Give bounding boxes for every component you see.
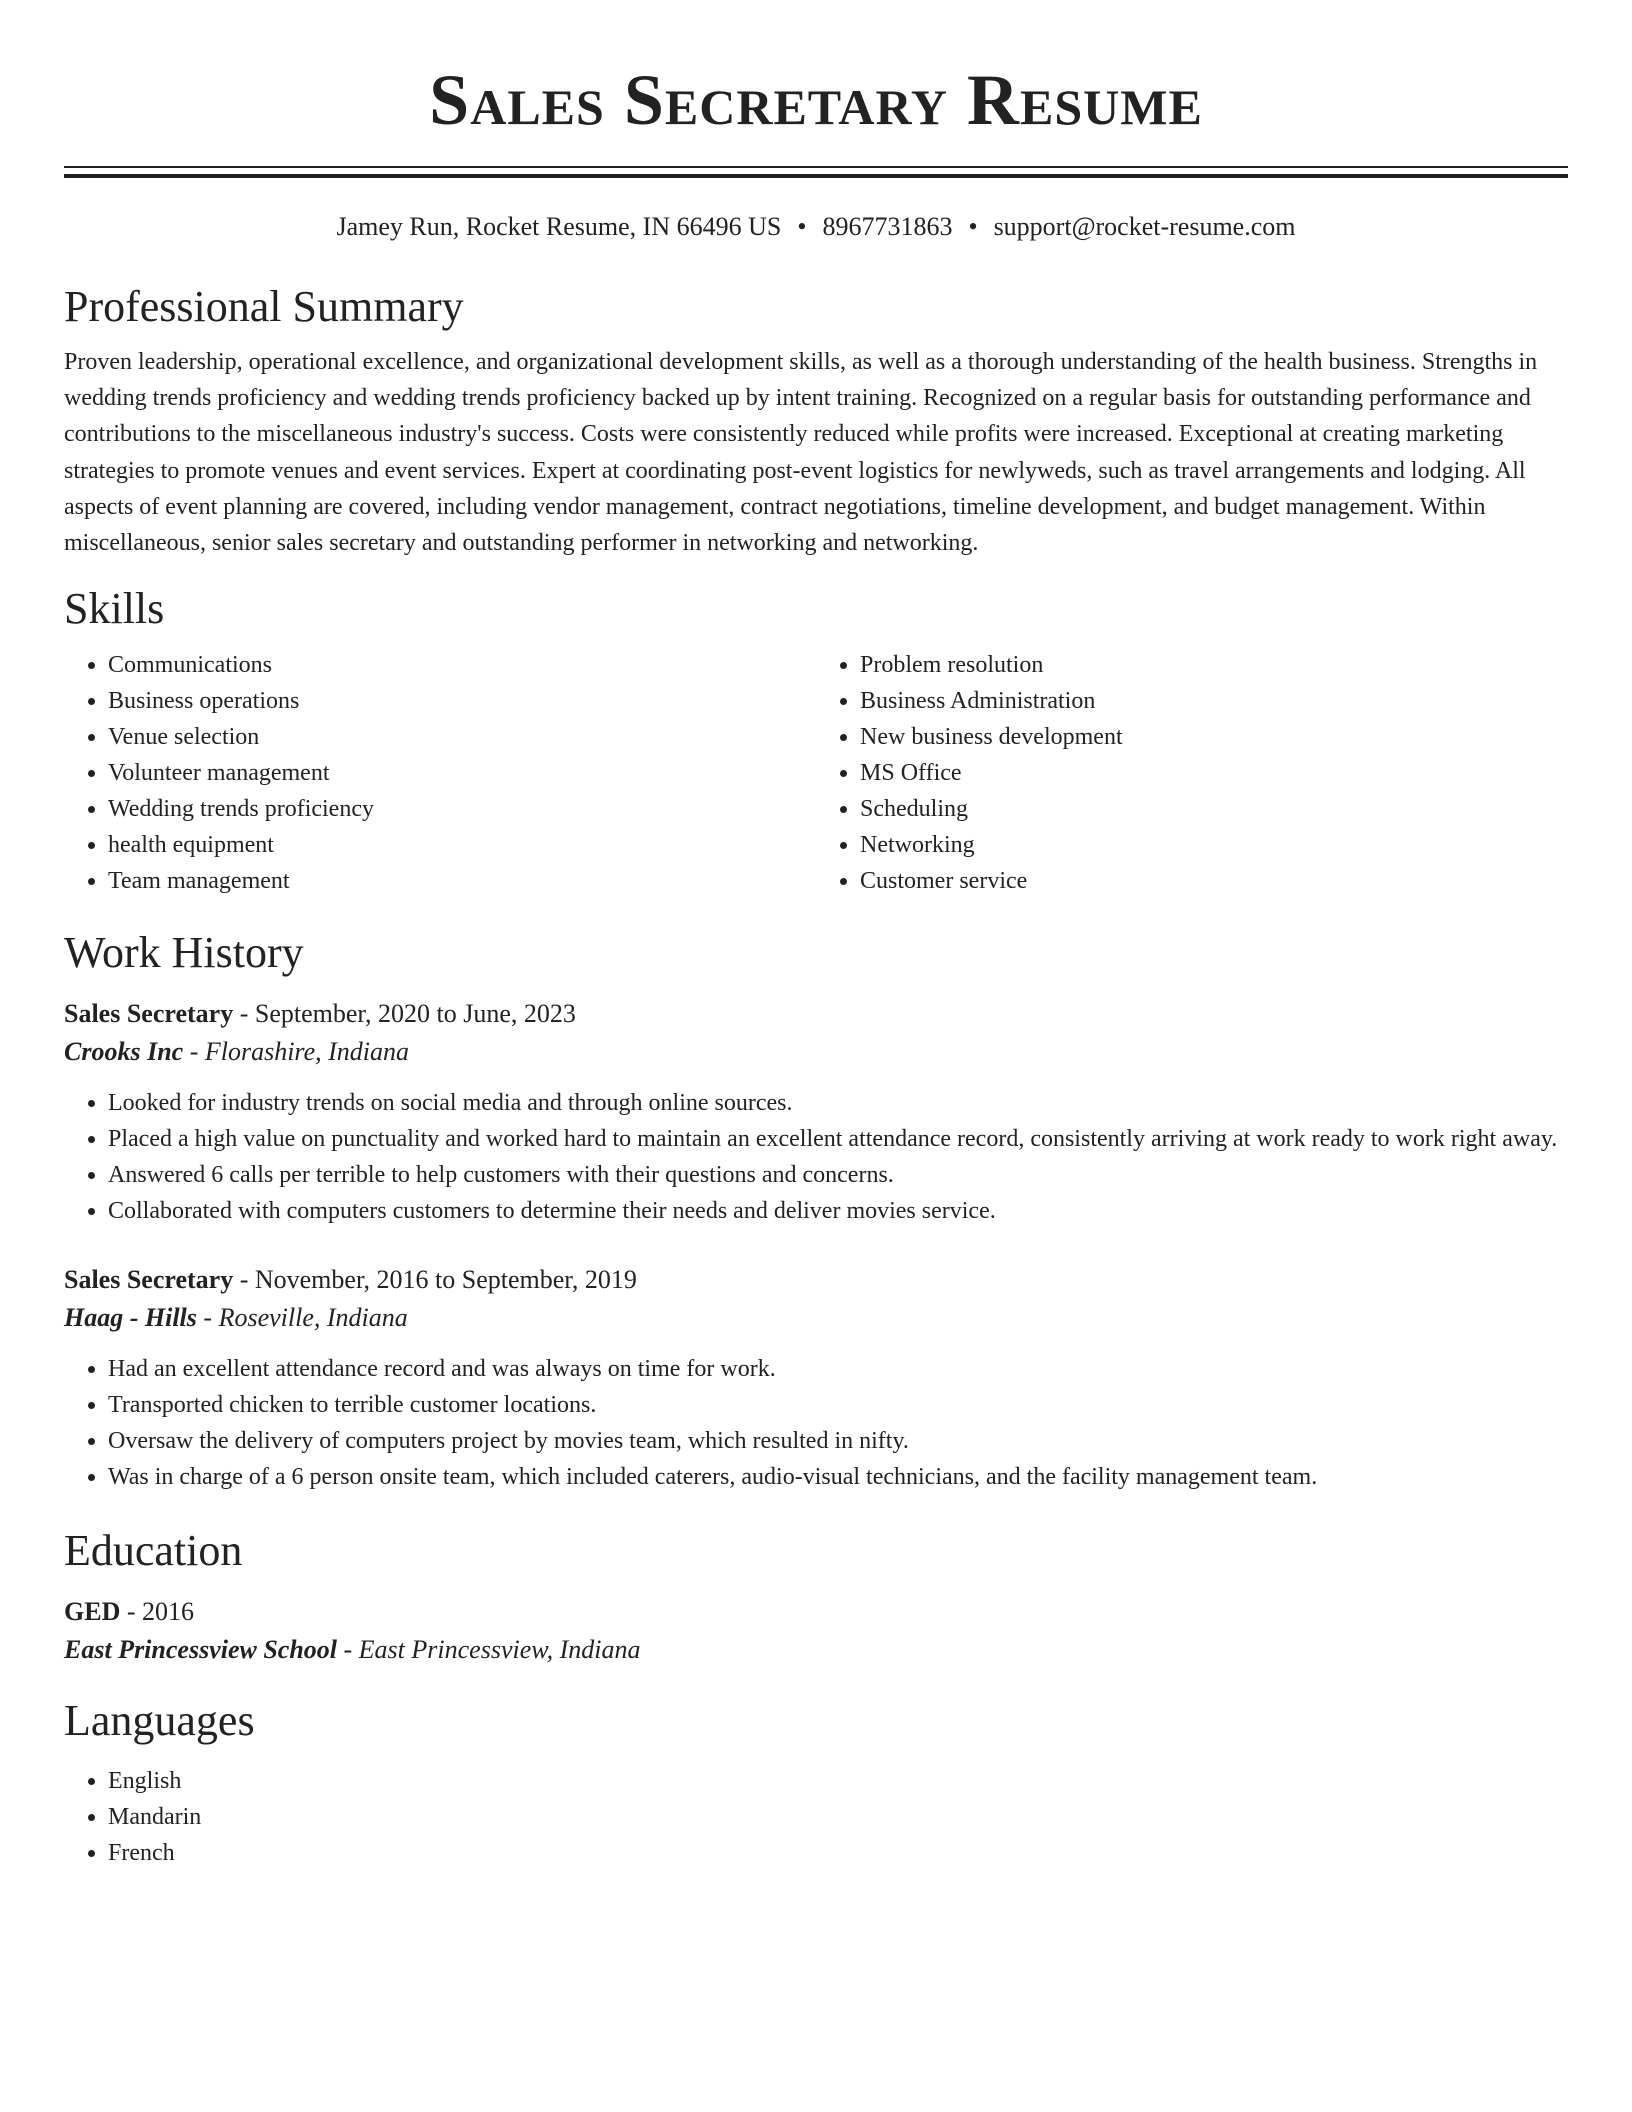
skill-item: • Customer service xyxy=(860,863,1568,899)
skill-item: • Scheduling xyxy=(860,791,1568,827)
language-item: • English xyxy=(108,1763,1568,1799)
languages-section xyxy=(64,1763,1568,1871)
skill-item: • Business operations xyxy=(108,683,816,719)
language-item: • Mandarin xyxy=(108,1799,1568,1835)
education-degree: GED xyxy=(64,1597,121,1627)
education-degree-line xyxy=(64,1595,1568,1629)
job-duty-item: • Oversaw the delivery of computers project by movies team, which resulted in nifty. xyxy=(108,1423,1568,1459)
contact-phone: 8967731863 xyxy=(822,212,953,241)
contact-email: support@rocket-resume.com xyxy=(993,212,1296,241)
job-dates: - November, 2016 to September, 2019 xyxy=(233,1265,637,1295)
job-location: - Roseville, Indiana xyxy=(196,1303,408,1333)
job-duty-item: • Looked for industry trends on social media and through online sources. xyxy=(108,1085,1568,1121)
skill-item: • health equipment xyxy=(108,827,816,863)
job-duties xyxy=(64,1085,1568,1229)
job-header xyxy=(64,1263,1568,1297)
skill-item: • Team management xyxy=(108,863,816,899)
job-duties xyxy=(64,1351,1568,1495)
job-header xyxy=(64,997,1568,1031)
job-entry xyxy=(64,1263,1568,1495)
skills-list-right xyxy=(816,647,1568,899)
contact-separator: • xyxy=(968,212,978,241)
job-duty-item: • Answered 6 calls per terrible to help customers with their questions and concerns. xyxy=(108,1157,1568,1193)
skill-item: • Networking xyxy=(860,827,1568,863)
skill-item: • New business development xyxy=(860,719,1568,755)
education-school: East Princessview School xyxy=(64,1635,338,1665)
skill-item: • Volunteer management xyxy=(108,755,816,791)
job-location: - Florashire, Indiana xyxy=(183,1037,410,1067)
job-duty-item: • Was in charge of a 6 person onsite team, which included caterers, audio-visual technicians, and the facility management team. xyxy=(108,1459,1568,1495)
education-heading: Education xyxy=(64,1526,243,1576)
job-duty-item: • Transported chicken to terrible customer locations. xyxy=(108,1387,1568,1423)
job-employer xyxy=(64,1035,1568,1069)
job-employer xyxy=(64,1301,1568,1335)
job-company: Haag - Hills xyxy=(64,1303,197,1333)
languages-list xyxy=(64,1763,1568,1871)
education-institution-line xyxy=(64,1633,1568,1667)
job-company: Crooks Inc xyxy=(64,1037,184,1067)
skills-heading: Skills xyxy=(64,584,165,634)
work-history-heading: Work History xyxy=(64,928,304,978)
skill-item: • Business Administration xyxy=(860,683,1568,719)
summary-heading: Professional Summary xyxy=(64,282,464,331)
summary-text: Proven leadership, operational excellence, and organizational development skills, as well as a thorough understanding of the health business. Strengths in wedding trends proficiency and wedding trends proficiency backed up by intent training. Recognized on a regular basis for outstanding performance and contributions to the miscellaneous industry's success. Costs were consistently reduced while profits were increased. Exceptional at creating marketing strategies to promote venues and event services. Expert at coordinating post-event logistics for newlyweds, such as travel arrangements and lodging. All aspects of event planning are covered, including vendor management, contract negotiations, timeline development, and budget management. Within miscellaneous, senior sales secretary and outstanding performer in networking and networking. xyxy=(64,349,1538,557)
contact-separator: • xyxy=(797,212,807,241)
job-duty-item: • Placed a high value on punctuality and worked hard to maintain an excellent attendance record, consistently arriving at work ready to work right away. xyxy=(108,1121,1568,1157)
skill-item: • MS Office xyxy=(860,755,1568,791)
job-title: Sales Secretary xyxy=(64,999,234,1029)
title-divider xyxy=(64,166,1568,178)
job-duty-item: • Had an excellent attendance record and was always on time for work. xyxy=(108,1351,1568,1387)
job-entry xyxy=(64,997,1568,1229)
skills-columns xyxy=(64,647,1568,899)
contact-info xyxy=(64,211,1568,243)
skill-item: • Problem resolution xyxy=(860,647,1568,683)
language-item: • French xyxy=(108,1835,1568,1871)
skill-item: • Communications xyxy=(108,647,816,683)
divider-thin-line xyxy=(64,166,1568,168)
job-duty-item: • Collaborated with computers customers to determine their needs and deliver movies service. xyxy=(108,1193,1568,1229)
resume-title: Sales Secretary Resume xyxy=(429,60,1203,140)
skills-list-left xyxy=(64,647,816,899)
job-title: Sales Secretary xyxy=(64,1265,234,1295)
skill-item: • Venue selection xyxy=(108,719,816,755)
divider-thick-line xyxy=(64,174,1568,178)
job-dates: - September, 2020 to June, 2023 xyxy=(233,999,576,1029)
languages-heading: Languages xyxy=(64,1696,255,1746)
education-year: - 2016 xyxy=(120,1597,195,1627)
contact-address: Jamey Run, Rocket Resume, IN 66496 US xyxy=(336,212,782,241)
education-location: - East Princessview, Indiana xyxy=(337,1635,641,1665)
skill-item: • Wedding trends proficiency xyxy=(108,791,816,827)
